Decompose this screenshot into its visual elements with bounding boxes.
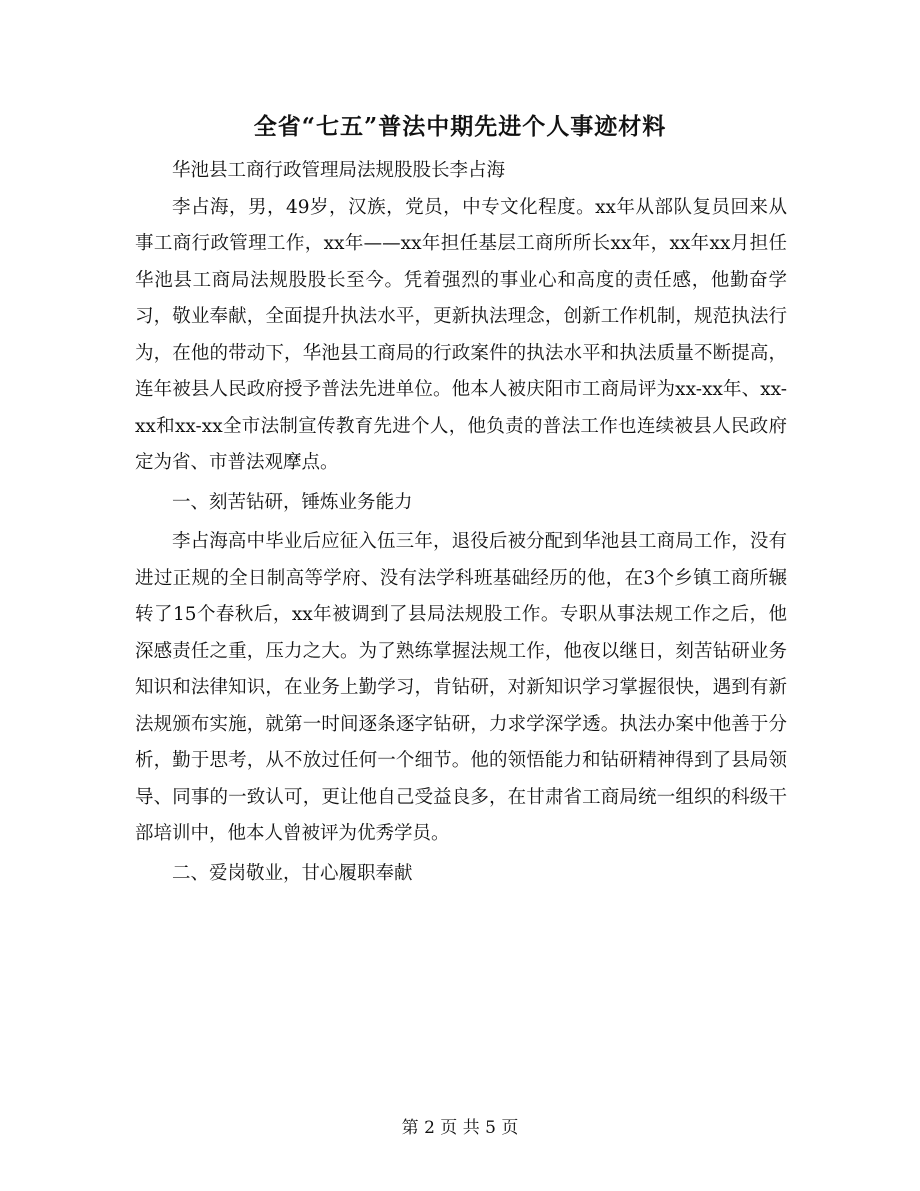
document-body xyxy=(135,153,787,892)
section-heading-1: 一、刻苦钻研，锤炼业务能力 xyxy=(172,491,413,513)
document-title: 全省“七五”普法中期先进个人事迹材料 xyxy=(253,113,667,140)
paragraph-intro: 李占海，男，49岁，汉族，党员，中专文化程度。xx年从部队复员回来从事工商行政管理工作，xx年——xx年担任基层工商所所长xx年，xx年xx月担任华池县工商局法规股股长至今。凭着强烈的事业心和高度的责任感，他勤奋学习，敬业奉献，全面提升执法水平，更新执法理念，创新工作机制，规范执法行为，在他的带动下，华池县工商局的行政案件的执法水平和执法质量不断提高，连年被县人民政府授予普法先进单位。他本人被庆阳市工商局评为xx-xx年、xx-xx和xx-xx全市法制宣传教育先进个人，他负责的普法工作也连续被县人民政府定为省、市普法观摩点。 xyxy=(135,196,787,473)
author-line: 华池县工商行政管理局法规股股长李占海 xyxy=(172,160,506,181)
paragraph-section-1: 李占海高中毕业后应征入伍三年，退役后被分配到华池县工商局工作，没有进过正规的全日制高等学府、没有法学科班基础经历的他，在3个乡镇工商所辗转了15个春秋后，xx年被调到了县局法规股工作。专职从事法规工作之后，他深感责任之重，压力之大。为了熟练掌握法规工作，他夜以继日，刻苦钻研业务知识和法律知识，在业务上勤学习，肯钻研，对新知识学习掌握很快，遇到有新法规颁布实施，就第一时间逐条逐字钻研，力求学深学透。执法办案中他善于分析，勤于思考，从不放过任何一个细节。他的领悟能力和钻研精神得到了县局领导、同事的一致认可，更让他自己受益良多，在甘肃省工商局统一组织的科级干部培训中，他本人曾被评为优秀学员。 xyxy=(135,531,787,844)
section-heading-2: 二、爱岗敬业，甘心履职奉献 xyxy=(172,862,413,884)
page-number: 第 2 页 共 5 页 xyxy=(401,1118,519,1138)
